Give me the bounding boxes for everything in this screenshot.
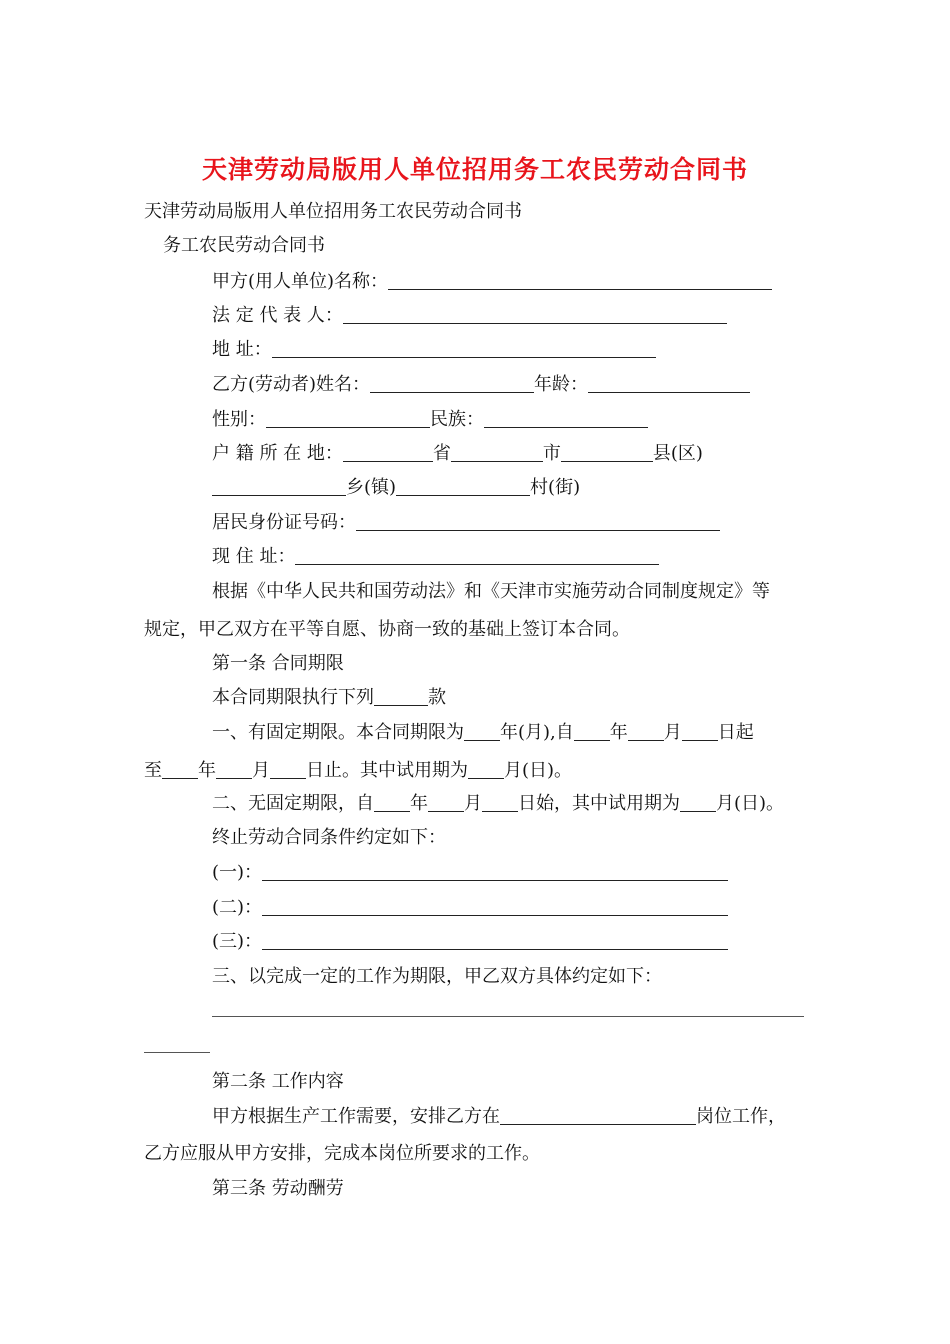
fixed-term-ym: 年(月),自 [500, 722, 574, 743]
open-probation-unit: 月(日)。 [716, 793, 785, 814]
open-term-text: 二、无固定期限，自 [212, 793, 374, 814]
household-label: 户 籍 所 在 地： [212, 443, 343, 464]
open-day-label: 日始，其中试用期为 [518, 793, 680, 814]
party-a-name-label: 甲方(用人单位)名称： [212, 271, 389, 292]
termination-heading: 终止劳动合同条件约定如下： [212, 827, 446, 848]
township-row [212, 476, 580, 500]
position-field[interactable] [500, 1106, 696, 1125]
party-b-name-field[interactable] [370, 374, 534, 393]
village-field[interactable] [396, 477, 530, 496]
province-label: 省 [432, 443, 451, 464]
current-address-field[interactable] [295, 546, 659, 565]
city-field[interactable] [451, 443, 543, 462]
work-line-1-text: 甲方根据生产工作需要，安排乙方在 [212, 1106, 500, 1127]
party-b-name-label: 乙方(劳动者)姓名： [212, 374, 371, 395]
subtitle-line-1: 天津劳动局版用人单位招用务工农民劳动合同书 [144, 201, 522, 222]
condition-1-label: (一)： [212, 862, 263, 883]
fixed-term-line-1 [212, 721, 754, 745]
condition-1-row [212, 861, 728, 885]
fixed-term-text: 一、有固定期限。本合同期限为 [212, 722, 464, 743]
current-address-label: 现 住 址： [212, 546, 296, 567]
article-1-intro [212, 686, 446, 710]
start-year-field[interactable] [574, 722, 610, 741]
age-field[interactable] [588, 374, 750, 393]
condition-2-label: (二)： [212, 897, 263, 918]
task-term-field-2[interactable] [144, 1052, 210, 1053]
legal-rep-label: 法 定 代 表 人： [212, 305, 343, 326]
household-row [212, 442, 703, 466]
open-term-line [212, 792, 784, 816]
county-field[interactable] [561, 443, 653, 462]
gender-field[interactable] [266, 409, 430, 428]
county-label: 县(区) [652, 443, 703, 464]
address-label: 地 址： [212, 339, 272, 360]
end-year-field[interactable] [162, 760, 198, 779]
work-line-1 [212, 1105, 786, 1129]
address-field[interactable] [272, 339, 656, 358]
id-label: 居民身份证号码： [212, 512, 356, 533]
article-3-heading: 第三条 劳动酬劳 [212, 1178, 344, 1199]
work-line-2: 乙方应服从甲方安排，完成本岗位所要求的工作。 [144, 1143, 540, 1164]
open-probation-field[interactable] [680, 793, 716, 812]
basis-line-2: 规定，甲乙双方在平等自愿、协商一致的基础上签订本合同。 [144, 619, 630, 640]
condition-3-field[interactable] [262, 931, 728, 950]
legal-rep-field[interactable] [343, 305, 727, 324]
legal-rep-row [212, 304, 727, 328]
condition-2-row [212, 896, 728, 920]
village-label: 村(街) [530, 477, 581, 498]
township-label: 乡(镇) [346, 477, 397, 498]
open-day-field[interactable] [482, 793, 518, 812]
subtitle-line-2: 务工农民劳动合同书 [163, 235, 325, 256]
end-day-field[interactable] [270, 760, 306, 779]
probation-field[interactable] [468, 760, 504, 779]
article-1-intro-suffix: 款 [428, 687, 446, 708]
ethnicity-label: 民族： [430, 409, 484, 430]
probation-unit: 月(日)。 [504, 760, 573, 781]
township-field[interactable] [212, 477, 346, 496]
end-month-field[interactable] [216, 760, 252, 779]
party-a-name-row [212, 270, 772, 294]
article-1-intro-text: 本合同期限执行下列 [212, 687, 374, 708]
task-term-field-1[interactable] [212, 1016, 804, 1017]
condition-1-field[interactable] [262, 862, 728, 881]
ethnicity-field[interactable] [484, 409, 648, 428]
open-year-label: 年 [410, 793, 428, 814]
basis-line-1: 根据《中华人民共和国劳动法》和《天津市实施劳动合同制度规定》等 [212, 581, 770, 602]
article-2-heading: 第二条 工作内容 [212, 1071, 344, 1092]
clause-choice-field[interactable] [374, 687, 428, 706]
condition-3-label: (三)： [212, 931, 263, 952]
to-label: 至 [144, 760, 162, 781]
start-month-field[interactable] [628, 722, 664, 741]
id-row [212, 511, 720, 535]
end-day-label: 日止。其中试用期为 [306, 760, 468, 781]
party-b-row [212, 373, 750, 397]
gender-label: 性别： [212, 409, 266, 430]
current-address-row [212, 545, 659, 569]
province-field[interactable] [343, 443, 433, 462]
party-a-name-field[interactable] [388, 271, 772, 290]
open-month-field[interactable] [428, 793, 464, 812]
document-title: 天津劳动局版用人单位招用务工农民劳动合同书 [201, 155, 748, 184]
condition-2-field[interactable] [262, 897, 728, 916]
start-month-label: 月 [663, 722, 682, 743]
term-length-field[interactable] [464, 722, 500, 741]
city-label: 市 [542, 443, 561, 464]
gender-row [212, 408, 648, 432]
condition-3-row [212, 930, 728, 954]
work-line-1-suffix: 岗位工作， [696, 1106, 786, 1127]
start-day-field[interactable] [682, 722, 718, 741]
fixed-term-line-2 [144, 759, 572, 783]
start-year-label: 年 [609, 722, 628, 743]
end-year-label: 年 [198, 760, 216, 781]
task-term-line: 三、以完成一定的工作为期限，甲乙双方具体约定如下： [212, 966, 662, 987]
open-year-field[interactable] [374, 793, 410, 812]
start-day-label: 日起 [717, 722, 754, 743]
open-month-label: 月 [464, 793, 482, 814]
age-label: 年龄： [534, 374, 589, 395]
end-month-label: 月 [252, 760, 270, 781]
address-row [212, 338, 656, 362]
article-1-heading: 第一条 合同期限 [212, 653, 344, 674]
id-field[interactable] [356, 512, 720, 531]
